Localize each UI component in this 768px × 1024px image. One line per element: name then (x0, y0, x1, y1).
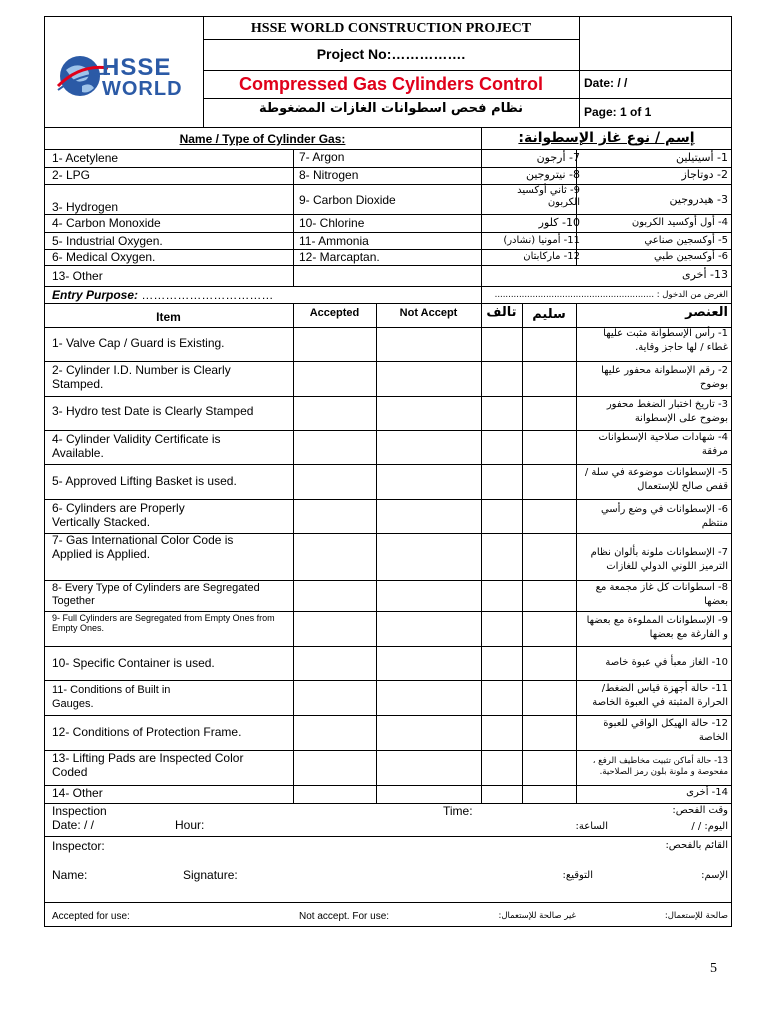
inspection-hour-field[interactable]: Hour: (175, 818, 205, 832)
gas-type: 9- Carbon Dioxide (299, 193, 396, 207)
header-divider (203, 39, 579, 40)
inspector-label-arabic: القائم بالفحص: (665, 840, 728, 851)
row-line (44, 184, 732, 185)
entry-purpose-label-text: Entry Purpose: (52, 288, 139, 302)
row-line (44, 646, 732, 647)
date-field[interactable]: Date: / / (584, 76, 628, 90)
gas-type: 5- Industrial Oxygen. (52, 234, 163, 248)
entry-purpose-label (52, 289, 273, 303)
checklist-item: 1- Valve Cap / Guard is Existing. (52, 336, 225, 350)
row-line (44, 499, 732, 500)
row-line (44, 680, 732, 681)
project-number: Project No:……………. (316, 46, 466, 62)
form-title: Compressed Gas Cylinders Control (238, 74, 544, 94)
checklist-item-arabic: 10- الغاز معبأ في عبوة خاصة (605, 657, 728, 668)
accepted-arabic: صالحة للإستعمال: (664, 911, 728, 921)
row-line (44, 214, 732, 215)
row-line (44, 167, 732, 168)
accepted-for-use-field[interactable]: Accepted for use: (52, 911, 130, 922)
checklist-item: 3- Hydro test Date is Clearly Stamped (52, 404, 254, 418)
checklist-item: 6- Cylinders are Properly Vertically Stacked. (52, 501, 185, 529)
checklist-item-arabic: 6- الإسطوانات في وضع رأسي منتظم (600, 504, 728, 529)
page-number: 5 (710, 961, 717, 976)
checklist-item: 11- Conditions of Built in Gauges. (52, 684, 171, 711)
gas-type: 3- Hydrogen (52, 200, 119, 214)
gas-type: 1- Acetylene (52, 151, 119, 165)
gas-type: 4- Carbon Monoxide (52, 216, 161, 230)
checklist-item: 2- Cylinder I.D. Number is Clearly Stamped. (52, 363, 231, 391)
entry-purpose-field[interactable]: …………………………… (138, 288, 274, 302)
checklist-item-arabic: 5- الإسطوانات موضوعة في سلة / قفص صالح للإستعمال (584, 467, 728, 492)
col-header-item: Item (156, 310, 181, 324)
inspector-label: Inspector: (52, 839, 105, 853)
checklist-item: 9- Full Cylinders are Segregated from Empty Ones from Empty Ones. (52, 613, 275, 634)
col-divider (522, 303, 523, 803)
checklist-item: 10- Specific Container is used. (52, 656, 215, 670)
page-indicator: Page: 1 of 1 (584, 105, 652, 119)
checklist-item-arabic: 14- أخرى (686, 787, 728, 798)
gas-type-arabic: 12- ماركابتان (523, 251, 580, 262)
checklist-item-arabic: 1- رأس الإسطوانة مثبت عليها غطاء / لها حاجز وقاية. (603, 328, 728, 353)
checklist-item: 8- Every Type of Cylinders are Segregated Together (52, 582, 260, 607)
checklist-item: 14- Other (52, 786, 103, 800)
gas-type-arabic: 11- أمونيا (نشادر) (503, 235, 580, 246)
row-line (44, 286, 732, 287)
row-line (44, 464, 732, 465)
inspection-label: Inspection (52, 804, 107, 818)
row-line (44, 836, 732, 837)
header-divider (44, 127, 732, 128)
not-accepted-arabic: غير صالحة للإستعمال: (498, 911, 576, 921)
gas-type-arabic: 2- دوتاجاز (681, 168, 728, 181)
row-line (44, 149, 732, 150)
entry-purpose-arabic: الغرض من الدخول : ........................................................... (494, 290, 728, 300)
header-divider (579, 16, 580, 127)
col-header-not-accept: Not Accept (399, 307, 458, 319)
gas-type-arabic: 7- أرجون (536, 151, 580, 164)
gas-type-arabic: 10- كلور (538, 216, 580, 229)
col-header-damaged: تالف (486, 305, 517, 320)
name-arabic: الإسم: (701, 870, 728, 881)
checklist-item-arabic: 11- حالة أجهزة قياس الضغط/ الحرارة المثبتة في العبوة الخاصة (592, 683, 728, 708)
gas-type: 11- Ammonia (299, 234, 369, 248)
row-line (44, 303, 732, 304)
gas-type: 13- Other (52, 269, 103, 283)
checklist-item-arabic: 3- تاريخ اختبار الضغط محفور بوضوح على الإسطوانة (606, 399, 728, 424)
inspection-label-arabic: وقت الفحص: (672, 805, 728, 816)
not-accepted-field[interactable]: Not accept. For use: (299, 911, 390, 922)
gas-type: 7- Argon (299, 150, 345, 164)
inspection-date-field[interactable]: Date: / / (52, 818, 95, 832)
checklist-item: 4- Cylinder Validity Certificate is Available. (52, 432, 221, 460)
header-divider (203, 98, 732, 99)
row-line (44, 396, 732, 397)
inspection-time-field[interactable]: Time: (443, 804, 473, 818)
form-title-arabic: نظام فحص اسطوانات الغازات المضغوطة (258, 101, 524, 116)
gas-type-arabic: 6- أوكسجين طبي (653, 251, 728, 262)
project-title: HSSE WORLD CONSTRUCTION PROJECT (250, 21, 532, 36)
logo-text-bottom: WORLD (102, 78, 183, 100)
checklist-item: 5- Approved Lifting Basket is used. (52, 474, 237, 488)
gas-type-arabic: 9- ثاني أوكسيد الكربون (517, 185, 580, 208)
col-header-accepted: Accepted (309, 307, 360, 319)
row-line (44, 265, 732, 266)
gas-type-arabic: 1- أسيتيلين (675, 151, 728, 164)
signature-arabic: التوقيع: (562, 870, 593, 881)
gas-type-arabic: 8- نيتروجين (525, 168, 580, 181)
inspection-date-arabic: اليوم: / / (691, 821, 728, 832)
gas-type: 2- LPG (52, 168, 91, 182)
checklist-item-arabic: 12- حالة الهيكل الواقي للعبوة الخاصة (603, 718, 728, 743)
inspection-hour-arabic: الساعة: (575, 821, 608, 832)
col-divider (376, 303, 377, 803)
row-line (44, 232, 732, 233)
row-line (44, 902, 732, 903)
checklist-item-arabic: 8- اسطوانات كل غاز مجمعة مع بعضها (595, 582, 728, 607)
row-line (44, 611, 732, 612)
checklist-item-arabic: 13- حالة أماكن تثبيت مخاطيف الرفع ، مفحوصة و ملونة بلون رمز الصلاحية. (592, 756, 728, 778)
checklist-item-arabic: 2- رقم الإسطوانة محفور عليها بوضوح (601, 365, 728, 390)
col-header-element: العنصر (685, 305, 728, 320)
col-divider (576, 303, 577, 803)
name-field[interactable]: Name: (52, 868, 88, 882)
center-divider (481, 127, 482, 803)
gas-type: 8- Nitrogen (299, 168, 359, 182)
gas-type-arabic: 4- أول أوكسيد الكربون (631, 217, 728, 228)
header-divider (203, 70, 732, 71)
gas-heading-arabic: إسم / نوع غاز الإسطوانة: (518, 130, 695, 146)
logo-text-top: HSSE (102, 54, 172, 81)
gas-type: 10- Chlorine (299, 216, 365, 230)
col-header-ok: سليم (532, 307, 566, 322)
row-line (44, 715, 732, 716)
col-divider (293, 303, 294, 803)
checklist-item: 13- Lifting Pads are Inspected Color Coded (52, 751, 244, 779)
row-line (44, 361, 732, 362)
company-logo (56, 48, 196, 104)
gas-type-arabic: 5- أوكسجين صناعي (644, 235, 728, 246)
checklist-item-arabic: 4- شهادات صلاحية الإسطوانات مرفقة (598, 432, 728, 457)
checklist-item: 12- Conditions of Protection Frame. (52, 725, 242, 739)
row-line (44, 785, 732, 786)
gas-type: 6- Medical Oxygen. (52, 250, 156, 264)
checklist-item: 7- Gas International Color Code is Applied is Applied. (52, 533, 234, 561)
gas-heading: Name / Type of Cylinder Gas: (179, 132, 346, 146)
checklist-item-arabic: 7- الإسطوانات ملونة بألوان نظام الترميز اللوني الدولي للغازات (590, 547, 728, 572)
gas-type-arabic: 3- هيدروجين (669, 193, 728, 206)
signature-field[interactable]: Signature: (183, 868, 238, 882)
gas-type-arabic: 13- أخرى (681, 268, 728, 281)
row-line (44, 803, 732, 804)
checklist-item-arabic: 9- الإسطوانات المملوءة مع بعضها و الفارغة مع بعضها (586, 615, 728, 640)
gas-type: 12- Marcaptan. (299, 250, 380, 264)
